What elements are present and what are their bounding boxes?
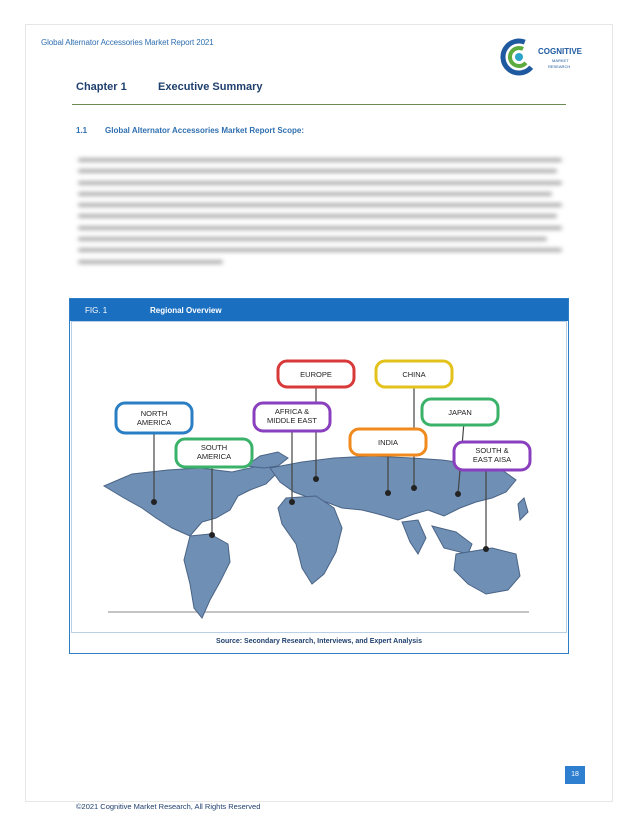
logo-word-market: MARKET bbox=[552, 58, 569, 63]
logo-word-research: RESEARCH bbox=[548, 64, 571, 69]
region-label-japan bbox=[422, 399, 498, 425]
world-map-graphic bbox=[72, 322, 566, 632]
figure-regional-overview bbox=[69, 298, 569, 654]
chapter-divider bbox=[72, 104, 566, 105]
chapter-heading bbox=[76, 81, 263, 93]
region-label-europe bbox=[278, 361, 354, 387]
figure-body bbox=[71, 321, 567, 633]
label-south-america-line2: AMERICA bbox=[196, 452, 232, 461]
region-label-india bbox=[350, 429, 426, 455]
label-africa-line1: AFRICA & bbox=[274, 407, 310, 416]
label-india: INDIA bbox=[377, 438, 399, 447]
figure-title: Regional Overview bbox=[150, 306, 222, 315]
label-africa-line2: MIDDLE EAST bbox=[266, 416, 318, 425]
figure-number: FIG. 1 bbox=[85, 306, 108, 315]
label-europe: EUROPE bbox=[300, 370, 332, 379]
region-label-africa-middle-east bbox=[254, 403, 330, 431]
label-sea-line2: EAST AISA bbox=[472, 455, 512, 464]
label-sea-line1: SOUTH & bbox=[475, 446, 509, 455]
logo-word-cognitive: COGNITIVE bbox=[538, 47, 583, 56]
section-number: 1.1 bbox=[76, 126, 88, 135]
region-label-north-america bbox=[116, 403, 192, 433]
chapter-number: Chapter 1 bbox=[76, 81, 127, 93]
footer-copyright: ©2021 Cognitive Market Research, All Rights Reserved bbox=[76, 802, 261, 811]
label-japan: JAPAN bbox=[448, 408, 472, 417]
figure-source: Source: Secondary Research, Interviews, and Expert Analysis bbox=[216, 638, 422, 645]
section-title: Global Alternator Accessories Market Report Scope: bbox=[105, 126, 305, 135]
label-china: CHINA bbox=[402, 370, 426, 379]
company-logo bbox=[500, 38, 583, 76]
figure-header bbox=[70, 299, 568, 321]
region-label-south-america bbox=[176, 439, 252, 467]
report-header-title: Global Alternator Accessories Market Report 2021 bbox=[41, 38, 214, 47]
page-number: 18 bbox=[565, 766, 585, 784]
label-south-america-line1: SOUTH bbox=[200, 443, 228, 452]
label-north-america-line1: NORTH bbox=[140, 409, 168, 418]
label-north-america-line2: AMERICA bbox=[136, 418, 172, 427]
region-label-south-east-asia bbox=[454, 442, 530, 470]
blurred-paragraph bbox=[78, 158, 562, 262]
chapter-title: Executive Summary bbox=[158, 81, 263, 93]
section-heading bbox=[76, 126, 305, 135]
region-label-china bbox=[376, 361, 452, 387]
